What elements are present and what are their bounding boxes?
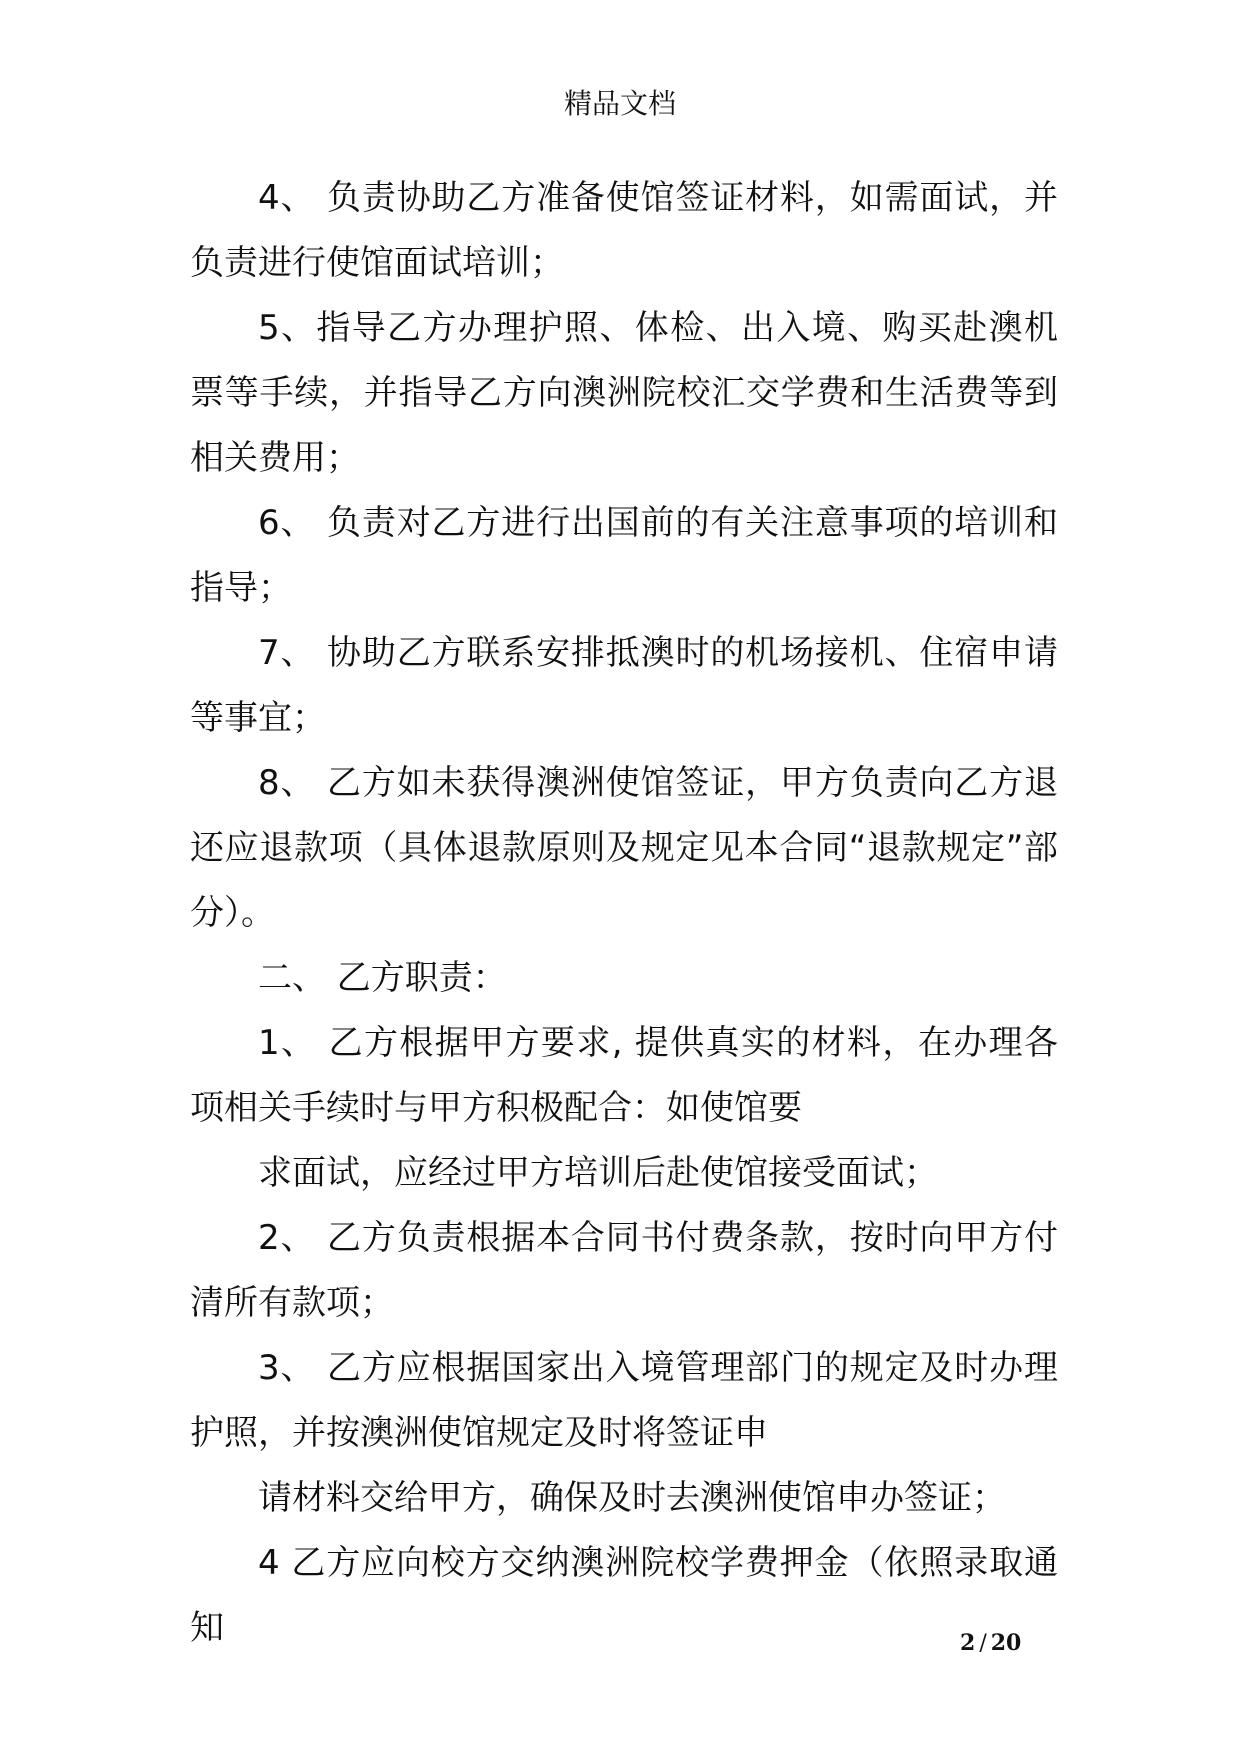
paragraph-item-8: 8、 乙方如未获得澳洲使馆签证，甲方负责向乙方退还应退款项（具体退款原则及规定见本合同“退款规定”部分）。 — [190, 763, 1058, 933]
section-heading-party-b-duties: 二、 乙方职责： — [258, 958, 507, 998]
total-page-count: 20 — [990, 1630, 1022, 1656]
paragraph-duty-4: 4 乙方应向校方交纳澳洲院校学费押金（依照录取通知 — [190, 1543, 1058, 1648]
paragraph-duty-1-continued: 求面试，应经过甲方培训后赴使馆接受面试； — [258, 1153, 938, 1193]
paragraph-duty-3-continued: 请材料交给甲方，确保及时去澳洲使馆申办签证； — [258, 1478, 1006, 1518]
paragraph-duty-2: 2、 乙方负责根据本合同书付费条款，按时向甲方付清所有款项； — [190, 1218, 1058, 1323]
page-number-separator: / — [979, 1631, 987, 1656]
current-page-number: 2 — [960, 1630, 976, 1656]
page-number — [960, 1630, 1021, 1656]
paragraph-item-6: 6、 负责对乙方进行出国前的有关注意事项的培训和指导； — [190, 503, 1058, 608]
paragraph-duty-1: 1、 乙方根据甲方要求, 提供真实的材料，在办理各项相关手续时与甲方积极配合：如使馆要 — [190, 1023, 1058, 1128]
paragraph-item-5: 5、指导乙方办理护照、体检、出入境、购买赴澳机票等手续，并指导乙方向澳洲院校汇交学费和生活费等到相关费用； — [190, 308, 1058, 478]
document-body — [190, 166, 1058, 1661]
paragraph-duty-3: 3、 乙方应根据国家出入境管理部门的规定及时办理护照，并按澳洲使馆规定及时将签证申 — [190, 1348, 1058, 1453]
paragraph-item-4: 4、 负责协助乙方准备使馆签证材料，如需面试，并负责进行使馆面试培训； — [190, 178, 1058, 283]
page-header: 精品文档 — [563, 87, 676, 120]
paragraph-item-7: 7、 协助乙方联系安排抵澳时的机场接机、住宿申请等事宜； — [190, 633, 1058, 738]
